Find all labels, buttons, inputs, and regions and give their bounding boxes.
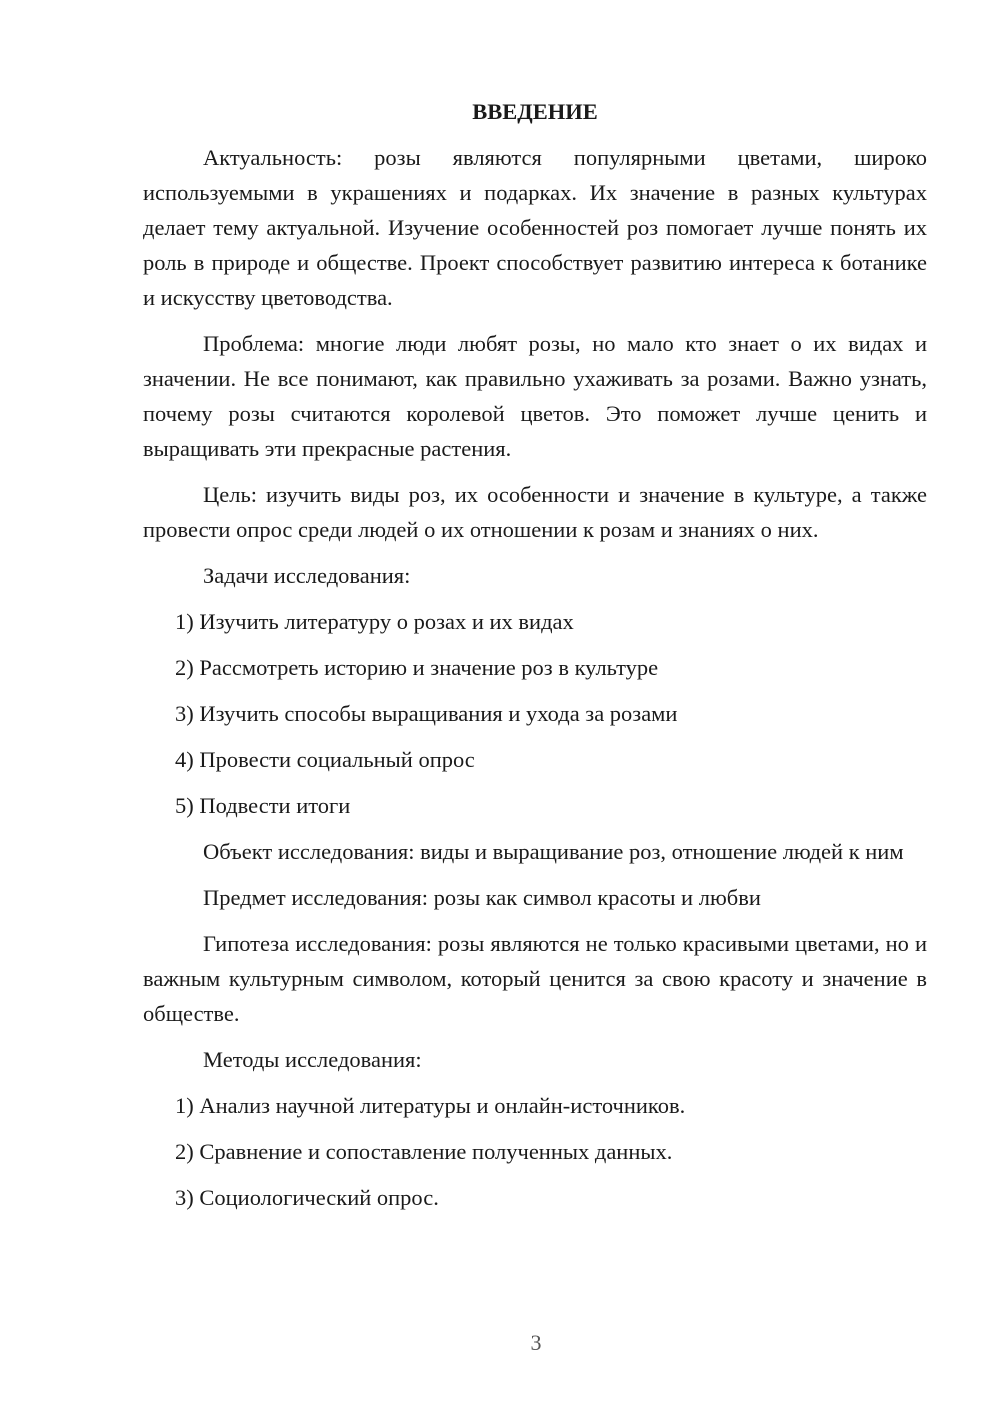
list-item: 2) Рассмотреть историю и значение роз в культуре xyxy=(175,655,659,680)
list-item: 3) Социологический опрос. xyxy=(175,1185,439,1210)
tasks-heading: Задачи исследования: xyxy=(203,563,411,588)
list-item: 2) Сравнение и сопоставление полученных данных. xyxy=(175,1139,673,1164)
document-body xyxy=(143,94,927,1226)
subject-paragraph: Предмет исследования: розы как символ красоты и любви xyxy=(203,885,761,910)
tasks-list xyxy=(143,604,927,823)
list-item: 4) Провести социальный опрос xyxy=(175,747,475,772)
section-title: ВВЕДЕНИЕ xyxy=(472,99,598,124)
list-item: 1) Изучить литературу о розах и их видах xyxy=(175,609,574,634)
list-item: 1) Анализ научной литературы и онлайн-источников. xyxy=(175,1093,686,1118)
page-number: 3 xyxy=(530,1330,542,1355)
goal-paragraph: Цель: изучить виды роз, их особенности и значение в культуре, а также провести опрос среди людей о их отношении к розам и знаниях о них. xyxy=(143,482,927,542)
relevance-paragraph: Актуальность: розы являются популярными цветами, широко используемыми в украшениях и подарках. Их значение в разных культурах делает тему актуальной. Изучение особенностей роз помогает лучше понять их роль в природе и обществе. Проект способствует развитию интереса к ботанике и искусству цветоводства. xyxy=(143,145,927,310)
methods-heading: Методы исследования: xyxy=(203,1047,422,1072)
problem-paragraph: Проблема: многие люди любят розы, но мало кто знает о их видах и значении. Не все понимают, как правильно ухаживать за розами. Важно узнать, почему розы считаются королевой цветов. Это поможет лучше ценить и выращивать эти прекрасные растения. xyxy=(143,331,927,461)
list-item: 3) Изучить способы выращивания и ухода за розами xyxy=(175,701,678,726)
hypothesis-paragraph: Гипотеза исследования: розы являются не только красивыми цветами, но и важным культурным символом, который ценится за свою красоту и значение в обществе. xyxy=(143,931,927,1026)
list-item: 5) Подвести итоги xyxy=(175,793,351,818)
object-paragraph: Объект исследования: виды и выращивание роз, отношение людей к ним xyxy=(203,839,904,864)
methods-list xyxy=(143,1088,927,1215)
